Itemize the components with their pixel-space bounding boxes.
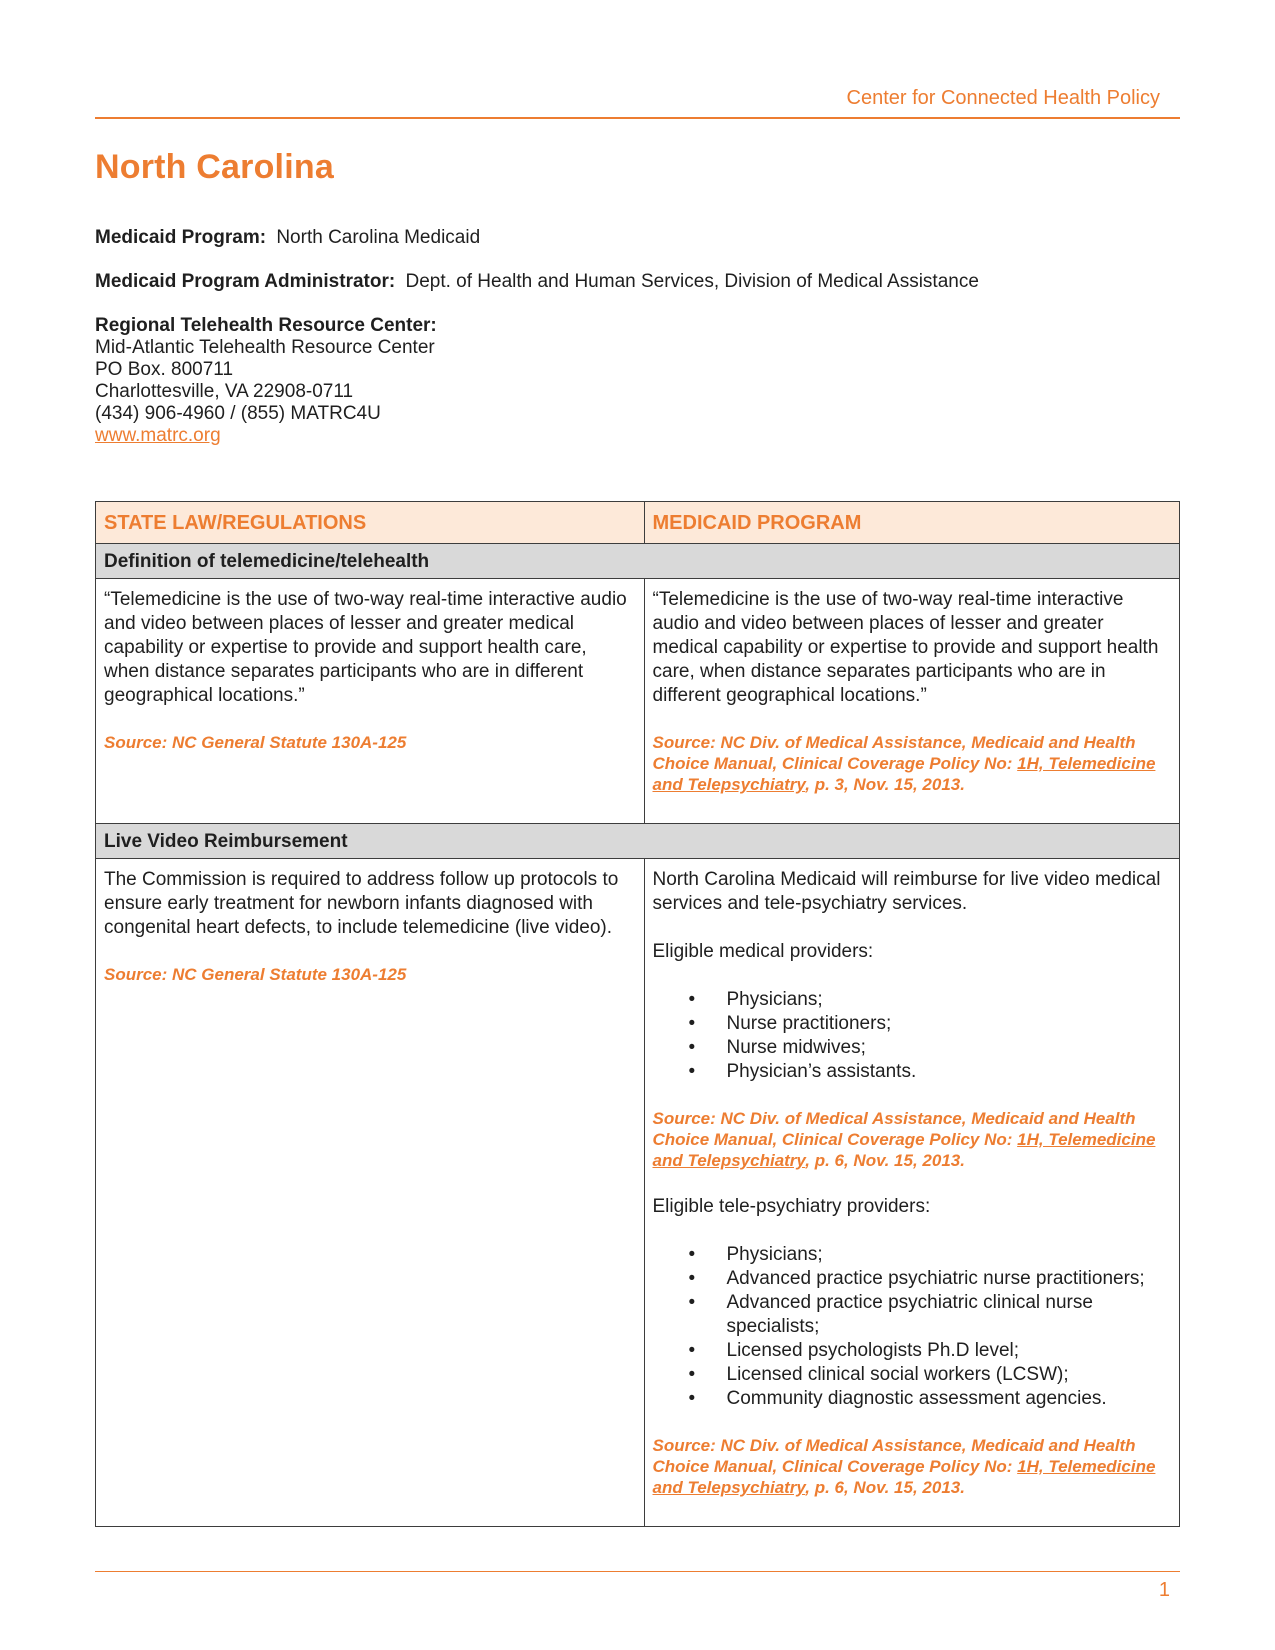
bullet-icon: • bbox=[688, 1388, 696, 1409]
policy-manual-link[interactable]: 1H, Telemedicine and Telepsychiatry bbox=[652, 754, 1156, 794]
list-item bbox=[689, 1036, 1172, 1060]
list-item-label: Advanced practice psychiatric clinical nurse specialists; bbox=[726, 1292, 1093, 1337]
definition-content-row bbox=[96, 579, 1180, 824]
medicaid-source-citation-p6 bbox=[653, 1108, 1172, 1171]
page-title: North Carolina bbox=[95, 148, 334, 186]
resource-center-url-row bbox=[95, 425, 1180, 447]
resource-center-city: Charlottesville, VA 22908-0711 bbox=[95, 381, 354, 402]
definition-text-state: “Telemedicine is the use of two-way real-time interactive audio and video between places of lesser and greater medical capability or expertise to provide and support health care, when distance separates participants who are in different geographical locations.” bbox=[104, 589, 627, 706]
medical-providers-heading: Eligible medical providers: bbox=[652, 941, 874, 962]
live-video-state-text: The Commission is required to address follow up protocols to ensure early treatment for newborn infants diagnosed with congenital heart defects, to include telemedicine (live video). bbox=[104, 869, 619, 938]
list-item-label: Nurse practitioners; bbox=[726, 1013, 892, 1034]
list-item-label: Nurse midwives; bbox=[726, 1037, 866, 1058]
live-video-state-cell bbox=[96, 859, 645, 1527]
column-header-medicaid: MEDICAID PROGRAM bbox=[644, 502, 1180, 544]
list-item bbox=[689, 1339, 1172, 1363]
list-item-label: Physicians; bbox=[726, 1244, 823, 1265]
section-row-live-video bbox=[96, 824, 1180, 859]
org-name: Center for Connected Health Policy bbox=[846, 87, 1160, 109]
list-item bbox=[689, 1243, 1172, 1267]
definition-state-cell bbox=[96, 579, 645, 824]
policy-table bbox=[95, 501, 1180, 1527]
column-header-state-law: STATE LAW/REGULATIONS bbox=[96, 502, 645, 544]
policy-manual-link[interactable]: 1H, Telemedicine and Telepsychiatry bbox=[652, 1457, 1156, 1497]
table-header-row bbox=[96, 502, 1180, 544]
source-suffix: , p. 6, Nov. 15, 2013. bbox=[805, 1151, 965, 1170]
administrator-value: Dept. of Health and Human Services, Division of Medical Assistance bbox=[405, 271, 979, 292]
list-item-label: Physicians; bbox=[726, 989, 823, 1010]
source-suffix: , p. 3, Nov. 15, 2013. bbox=[805, 775, 965, 794]
bullet-icon: • bbox=[688, 989, 696, 1010]
source-suffix: , p. 6, Nov. 15, 2013. bbox=[805, 1478, 965, 1497]
administrator-row bbox=[95, 271, 1180, 293]
medicaid-program-row bbox=[95, 227, 1180, 249]
resource-center-block bbox=[95, 315, 1180, 447]
bullet-icon: • bbox=[688, 1244, 696, 1265]
list-item-label: Advanced practice psychiatric nurse practitioners; bbox=[726, 1268, 1145, 1289]
state-source-citation: Source: NC General Statute 130A-125 bbox=[104, 733, 407, 752]
page-footer bbox=[95, 1571, 1180, 1602]
program-info bbox=[95, 227, 1180, 447]
bullet-icon: • bbox=[688, 1340, 696, 1361]
document-header bbox=[95, 86, 1180, 119]
medicaid-source-citation-p6 bbox=[653, 1435, 1172, 1498]
list-item-label: Physician’s assistants. bbox=[726, 1061, 917, 1082]
list-item bbox=[689, 1291, 1172, 1339]
bullet-icon: • bbox=[688, 1061, 696, 1082]
section-header-definition: Definition of telemedicine/telehealth bbox=[96, 544, 1180, 579]
section-header-live-video: Live Video Reimbursement bbox=[96, 824, 1180, 859]
bullet-icon: • bbox=[688, 1292, 696, 1313]
resource-center-label: Regional Telehealth Resource Center: bbox=[95, 315, 437, 336]
policy-manual-link[interactable]: 1H, Telemedicine and Telepsychiatry bbox=[652, 1130, 1156, 1170]
list-item bbox=[689, 988, 1172, 1012]
bullet-icon: • bbox=[688, 1364, 696, 1385]
list-item bbox=[689, 1060, 1172, 1084]
list-item bbox=[689, 1387, 1172, 1411]
source-prefix: Source: NC Div. of Medical Assistance, Medicaid and Health Choice Manual, Clinical Coverage Policy No: bbox=[652, 1436, 1136, 1476]
source-prefix: Source: NC Div. of Medical Assistance, Medicaid and Health Choice Manual, Clinical Coverage Policy No: bbox=[652, 733, 1136, 773]
list-item bbox=[689, 1267, 1172, 1291]
list-item-label: Community diagnostic assessment agencies. bbox=[726, 1388, 1107, 1409]
bullet-icon: • bbox=[688, 1037, 696, 1058]
medicaid-program-value: North Carolina Medicaid bbox=[276, 227, 481, 248]
bullet-icon: • bbox=[688, 1013, 696, 1034]
source-prefix: Source: NC Div. of Medical Assistance, Medicaid and Health Choice Manual, Clinical Coverage Policy No: bbox=[652, 1109, 1136, 1149]
resource-center-pobox: PO Box. 800711 bbox=[95, 359, 234, 380]
telepsych-providers-heading: Eligible tele-psychiatry providers: bbox=[652, 1196, 931, 1217]
matrc-website-link[interactable]: www.matrc.org bbox=[95, 425, 221, 446]
live-video-intro: North Carolina Medicaid will reimburse for live video medical services and tele-psychiatry services. bbox=[652, 869, 1161, 914]
live-video-content-row bbox=[96, 859, 1180, 1527]
bullet-icon: • bbox=[688, 1268, 696, 1289]
definition-text-medicaid: “Telemedicine is the use of two-way real-time interactive audio and video between places of lesser and greater medical capability or expertise to provide and support health care, when distance separates participants who are in different geographical locations.” bbox=[652, 589, 1159, 706]
administrator-label: Medicaid Program Administrator: bbox=[95, 271, 396, 292]
list-item bbox=[689, 1012, 1172, 1036]
medical-providers-list bbox=[689, 988, 1172, 1084]
resource-center-phone: (434) 906-4960 / (855) MATRC4U bbox=[95, 403, 381, 424]
page-number: 1 bbox=[1158, 1579, 1170, 1601]
list-item-label: Licensed psychologists Ph.D level; bbox=[726, 1340, 1020, 1361]
medicaid-source-citation-p3 bbox=[653, 732, 1172, 795]
list-item bbox=[689, 1363, 1172, 1387]
section-row-definition bbox=[96, 544, 1180, 579]
resource-center-name: Mid-Atlantic Telehealth Resource Center bbox=[95, 337, 435, 358]
medicaid-program-label: Medicaid Program: bbox=[95, 227, 267, 248]
telepsych-providers-list bbox=[689, 1243, 1172, 1411]
live-video-medicaid-cell bbox=[644, 859, 1180, 1527]
list-item-label: Licensed clinical social workers (LCSW); bbox=[726, 1364, 1069, 1385]
definition-medicaid-cell bbox=[644, 579, 1180, 824]
state-source-citation: Source: NC General Statute 130A-125 bbox=[104, 965, 407, 984]
